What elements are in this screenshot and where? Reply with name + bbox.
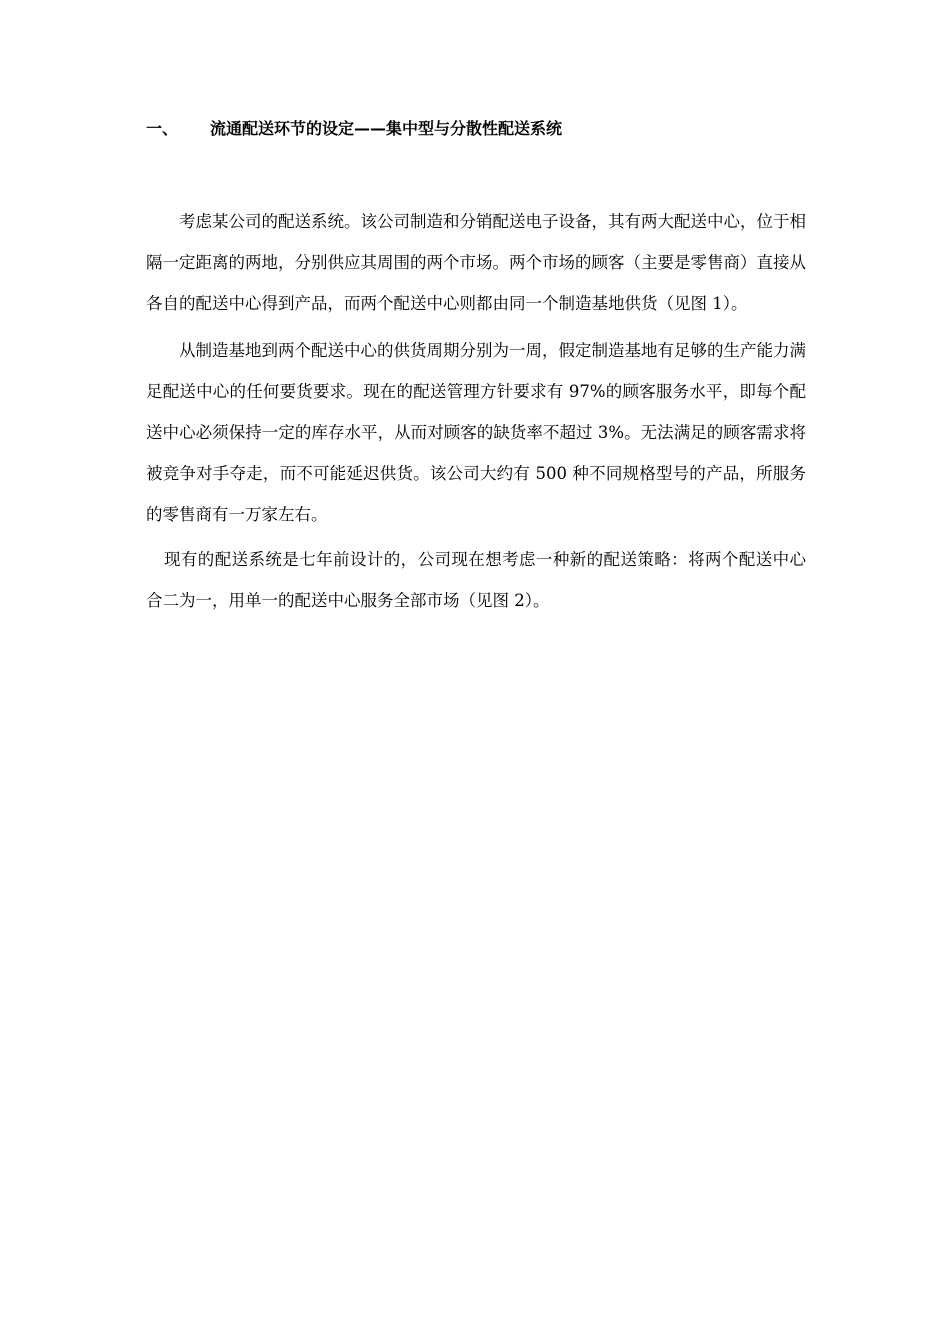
paragraph: 现有的配送系统是七年前设计的，公司现在想考虑一种新的配送策略：将两个配送中心合二为一，用单一的配送中心服务全部市场（见图 2）。 [146,550,806,610]
section-title: 流通配送环节的设定——集中型与分散性配送系统 [210,119,563,138]
paragraph: 考虑某公司的配送系统。该公司制造和分销配送电子设备，其有两大配送中心，位于相隔一定距离的两地，分别供应其周围的两个市场。两个市场的顾客（主要是零售商）直接从各自的配送中心得到产品，而两个配送中心则都由同一个制造基地供货（见图 1）。 [146,212,806,313]
document-body [146,201,806,621]
paragraph: 从制造基地到两个配送中心的供货周期分别为一周，假定制造基地有足够的生产能力满足配送中心的任何要货要求。现在的配送管理方针要求有 97%的顾客服务水平，即每个配送中心必须保持一定的库存水平，从而对顾客的缺货率不超过 3%。无法满足的顾客需求将被竞争对手夺走，而不可能延迟供货。该公司大约有 500 种不同规格型号的产品，所服务的零售商有一万家左右。 [146,341,806,524]
section-number: 一、 [146,119,179,138]
section-heading [146,116,816,142]
